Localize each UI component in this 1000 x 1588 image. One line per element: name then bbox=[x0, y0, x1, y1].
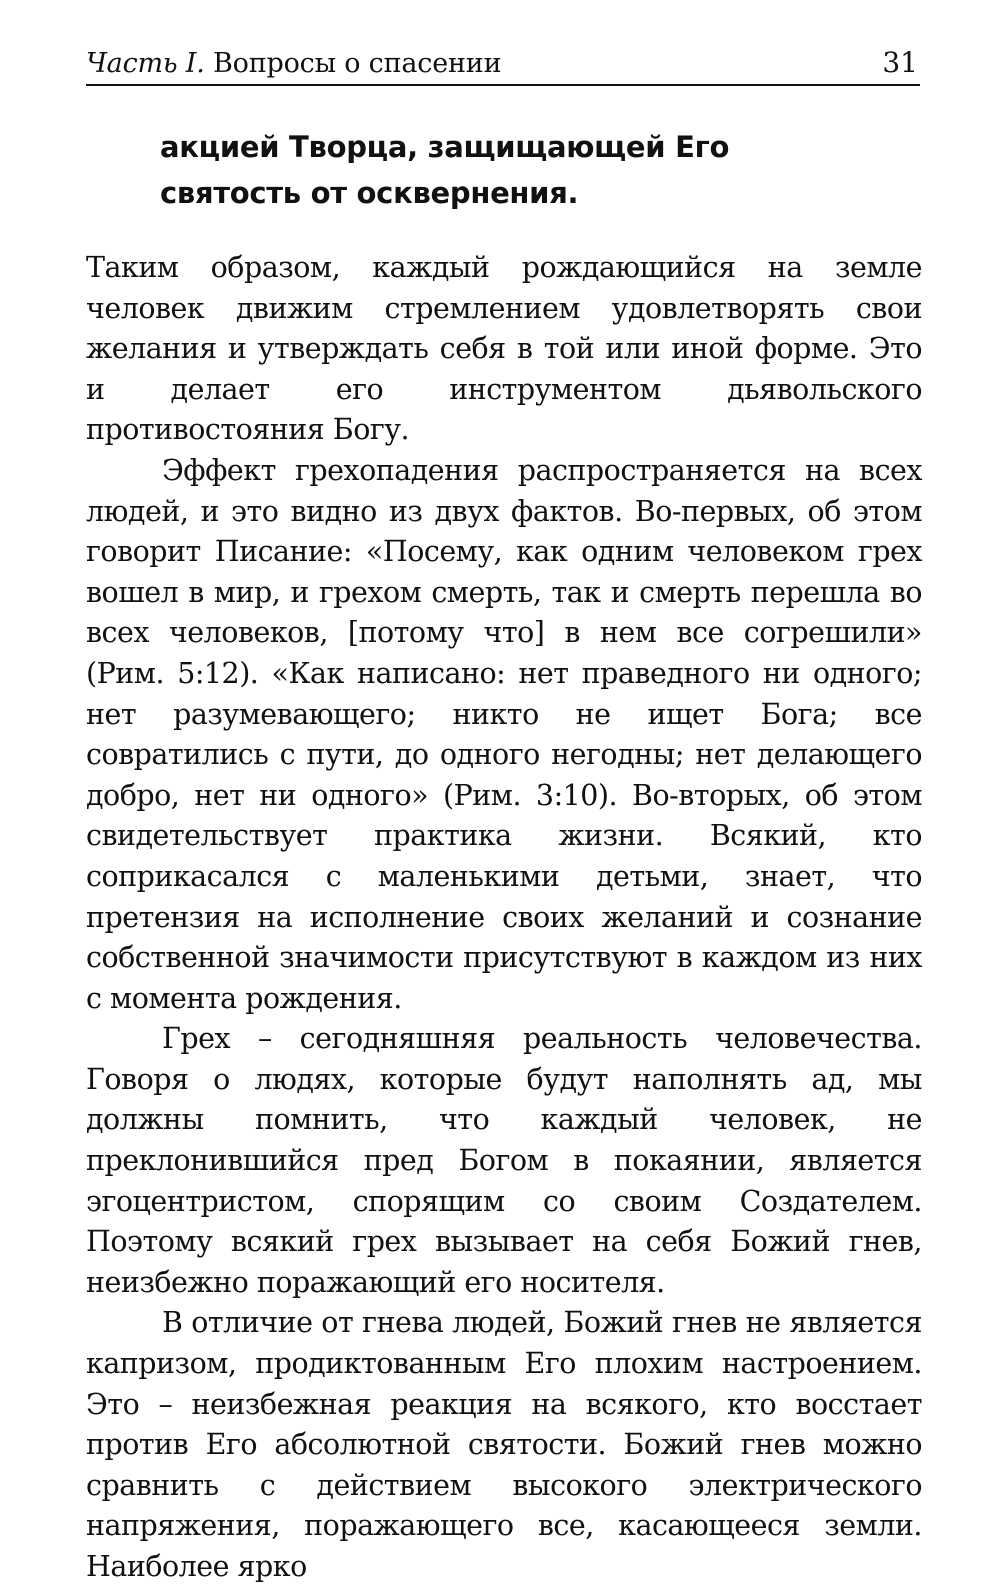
section-name: Вопросы о спасении bbox=[213, 48, 502, 79]
running-header bbox=[86, 44, 920, 86]
paragraph-1: Таким образом, каждый рождающийся на земле человек движим стремлением удовлетворять свои желания и утверждать себя в той или иной форме. Это и делает его инструментом дьявольского противостояния Богу. bbox=[86, 251, 922, 447]
page-number: 31 bbox=[882, 46, 918, 79]
section-title bbox=[86, 48, 501, 79]
body-text bbox=[86, 248, 922, 1588]
paragraph-2: Эффект грехопадения распространяется на всех людей, и это видно из двух фактов. Во-первых, об этом говорит Писание: «Посему, как одним человеком грех вошел в мир, и грехом смерть, так и смерть перешла во всех человеков, [потому что] в нем все согрешили» (Рим. 5:12). «Как написано: нет праведного ни одного; нет разумевающего; никто не ищет Бога; все совратились с пути, до одного негодны; нет делающего добро, нет ни одного» (Рим. 3:10). Во-вторых, об этом свидетельствует практика жизни. Всякий, кто соприкасался с маленькими детьми, знает, что претензия на исполнение своих желаний и сознание собственной значимости присутствуют в каждом из них с момента рождения. bbox=[86, 453, 922, 1015]
part-label: Часть I. bbox=[86, 48, 205, 79]
paragraph-3: Грех – сегодняшняя реальность человечества. Говоря о людях, которые будут наполнять ад, мы должны помнить, что каждый человек, не преклонившийся пред Богом в покаянии, является эгоцентристом, спорящим со своим Создателем. Поэтому всякий грех вызывает на себя Божий гнев, неизбежно поражающий его носителя. bbox=[86, 1022, 922, 1299]
highlighted-quote: акцией Творца, защищающей Его святость от осквернения. bbox=[160, 130, 730, 210]
paragraph-4: В отличие от гнева людей, Божий гнев не является капризом, продиктованным Его плохим настроением. Это – неизбежная реакция на всякого, кто восстает против Его абсолютной святости. Божий гнев можно сравнить с действием высокого электрического напряжения, поражающего все, касающееся земли. Наиболее ярко bbox=[86, 1306, 922, 1583]
